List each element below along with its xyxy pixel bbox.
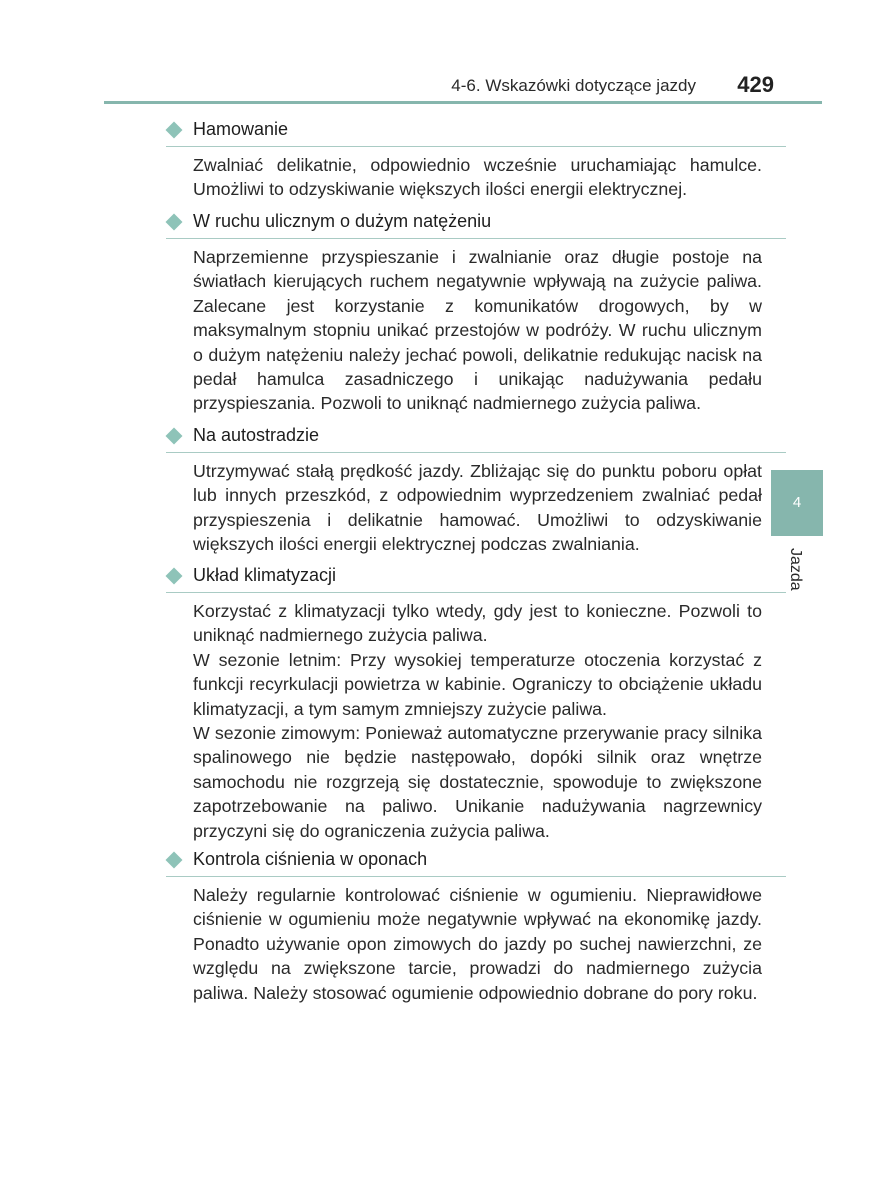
header-rule xyxy=(104,101,822,104)
diamond-bullet-icon xyxy=(166,214,183,231)
section-heading-klimatyzacja xyxy=(166,564,786,593)
section-title: Na autostradzie xyxy=(193,425,320,445)
section-heading-cisnienie-opon xyxy=(166,848,786,877)
section-heading-autostrada xyxy=(166,424,786,453)
paragraph: Korzystać z klimatyzacji tylko wtedy, gdy jest to konieczne. Pozwoli to uniknąć nadmiernego zużycia paliwa. xyxy=(193,601,762,646)
paragraph: Zwalniać delikatnie, odpowiednio wcześnie uruchamiając hamulce. Umożliwi to odzyskiwanie większych ilości energii elektrycznej. xyxy=(193,155,762,200)
diamond-bullet-icon xyxy=(166,122,183,139)
paragraph: Utrzymywać stałą prędkość jazdy. Zbliżając się do punktu poboru opłat lub innych przeszkód, z odpowiednim wyprzedzeniem zwalniać pedał przyspieszenia i delikatnie hamować. Umożliwi to odzyskiwanie większych ilości energii elektrycznej podczas zwalniania. xyxy=(193,461,762,555)
section-heading-ruch-uliczny xyxy=(166,210,786,239)
chapter-tab xyxy=(771,470,823,536)
section-title: W ruchu ulicznym o dużym natężeniu xyxy=(193,211,492,231)
paragraph: W sezonie zimowym: Ponieważ automatyczne przerywanie pracy silnika spalinowego nie będzie następowało, dopóki silnik oraz wnętrze samochodu nie rozgrzeją się dostatecznie, spowoduje to zwiększone zapotrzebowanie na paliwo. Unikanie nadużywania nagrzewnicy przyczyni się do ograniczenia zużycia paliwa. xyxy=(193,723,762,841)
chapter-label: Jazda xyxy=(787,548,804,591)
page-number: 429 xyxy=(737,72,774,97)
section-title: Układ klimatyzacji xyxy=(193,565,337,585)
section-title: Hamowanie xyxy=(193,119,289,139)
section-body-cisnienie-opon xyxy=(193,883,762,1005)
diamond-bullet-icon xyxy=(166,428,183,445)
chapter-number: 4 xyxy=(792,494,802,511)
section-body-ruch-uliczny xyxy=(193,245,762,416)
section-body-klimatyzacja xyxy=(193,599,762,843)
paragraph: W sezonie letnim: Przy wysokiej temperaturze otoczenia korzystać z funkcji recyrkulacji powietrza w kabinie. Ograniczy to obciążenie układu klimatyzacji, a tym samym zmniejszy zużycie paliwa. xyxy=(193,649,762,719)
paragraph: Naprzemienne przyspieszanie i zwalnianie oraz długie postoje na światłach kierujących ruchem negatywnie wpływają na zużycie paliwa. Zalecane jest korzystanie z komunikatów drogowych, by w maksymalnym stopniu unikać przestojów w podróży. W ruchu ulicznym o dużym natężeniu należy jechać powoli, delikatnie redukując nacisk na pedał hamulca zasadniczego i unikając nadużywania pedału przyspieszania. Pozwoli to uniknąć nadmiernego zużycia paliwa. xyxy=(193,247,762,414)
paragraph: Należy regularnie kontrolować ciśnienie w ogumieniu. Nieprawidłowe ciśnienie w ogumieniu może negatywnie wpływać na ekonomikę jazdy. Ponadto używanie opon zimowych do jazdy po suchej nawierzchni, ze względu na zwiększone tarcie, prowadzi do nadmiernego zużycia paliwa. Należy stosować ogumienie odpowiednio dobrane do pory roku. xyxy=(193,885,762,1003)
diamond-bullet-icon xyxy=(166,852,183,869)
section-heading-hamowanie xyxy=(166,118,786,147)
header-section-title: 4-6. Wskazówki dotyczące jazdy xyxy=(451,76,696,95)
diamond-bullet-icon xyxy=(166,568,183,585)
section-body-autostrada xyxy=(193,459,762,557)
section-title: Kontrola ciśnienia w oponach xyxy=(193,849,428,869)
section-body-hamowanie xyxy=(193,153,762,202)
chapter-label-wrap xyxy=(772,548,822,608)
